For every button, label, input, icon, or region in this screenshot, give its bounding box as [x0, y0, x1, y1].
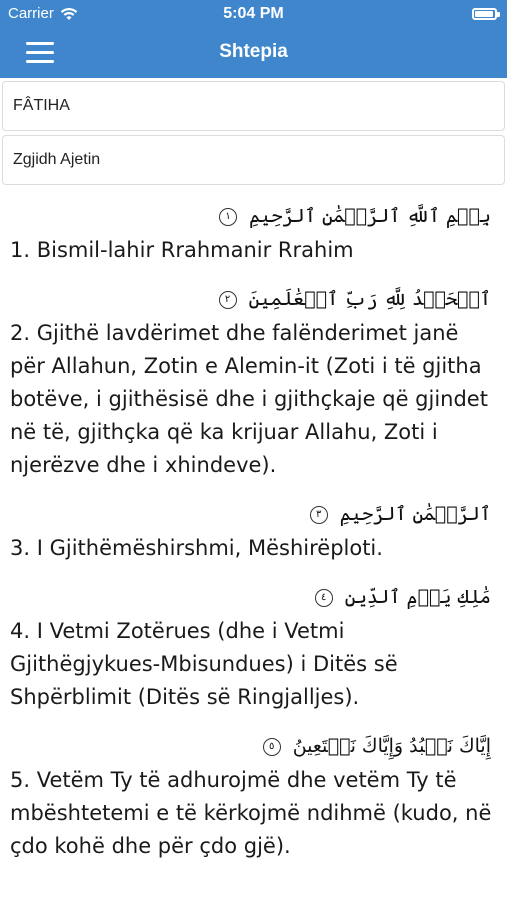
clock: 5:04 PM [223, 5, 284, 22]
verse-number-marker: ٥ [263, 738, 281, 756]
verse-arabic [0, 190, 507, 232]
verse-arabic-text: مَٰلِكِ يَوۡمِ ٱلدِّينِ [344, 586, 491, 608]
verse-arabic-text: بِسۡمِ ٱللَّهِ ٱلرَّحۡمَٰنِ ٱلرَّحِيمِ [249, 205, 491, 227]
ajet-select[interactable]: Zgjidh Ajetin [2, 135, 505, 185]
verse-item[interactable] [0, 720, 507, 869]
verse-translation: 3. I Gjithëmëshirshmi, Mëshirëploti. [10, 536, 383, 560]
verse-item[interactable] [0, 273, 507, 488]
carrier-label: Carrier [8, 5, 54, 22]
verse-arabic-text: ٱلۡحَمۡدُ لِلَّهِ رَبِّ ٱلۡعَٰلَمِينَ [248, 288, 491, 310]
verse-arabic [0, 571, 507, 613]
page-title: Shtepia [219, 41, 288, 62]
verse-number-marker: ٢ [219, 291, 237, 309]
verse-number-marker: ٣ [310, 506, 328, 524]
verse-translation: 4. I Vetmi Zotërues (dhe i Vetmi Gjithëgjykues-Mbisundues) i Ditës së Shpërblimit (Ditës së Ringjalljes). [10, 619, 398, 709]
surah-select[interactable]: FÂTIHA [2, 81, 505, 131]
verse-arabic [0, 488, 507, 530]
verse-translation: 1. Bismil-lahir Rrahmanir Rrahim [10, 238, 354, 262]
verse-translation: 5. Vetëm Ty të adhurojmë dhe vetëm Ty të mbështetemi e të kërkojmë ndihmë (kudo, në çdo kohë dhe për çdo gjë). [10, 768, 492, 858]
verse-item[interactable] [0, 571, 507, 720]
verse-arabic-text: ٱلرَّحۡمَٰنِ ٱلرَّحِيمِ [339, 503, 491, 525]
verse-arabic [0, 720, 507, 762]
verse-item[interactable] [0, 190, 507, 273]
navigation-bar [0, 28, 507, 78]
status-bar [0, 0, 507, 28]
verse-list [0, 190, 507, 869]
verse-arabic-text: إِيَّاكَ نَعۡبُدُ وَإِيَّاكَ نَسۡتَعِينُ [292, 735, 491, 757]
battery-icon [472, 8, 497, 20]
verse-number-marker: ١ [219, 208, 237, 226]
verse-item[interactable] [0, 488, 507, 571]
verse-arabic [0, 273, 507, 315]
battery-level [475, 11, 493, 17]
verse-translation: 2. Gjithë lavdërimet dhe falënderimet janë për Allahun, Zotin e Alemin-it (Zoti i të gjitha botëve, i gjithësisë dhe i gjithçkaje që gjindet në të, gjithçka që ka krijuar Allahu, Zoti i njerëzve dhe i xhindeve). [10, 321, 488, 477]
verse-number-marker: ٤ [315, 589, 333, 607]
